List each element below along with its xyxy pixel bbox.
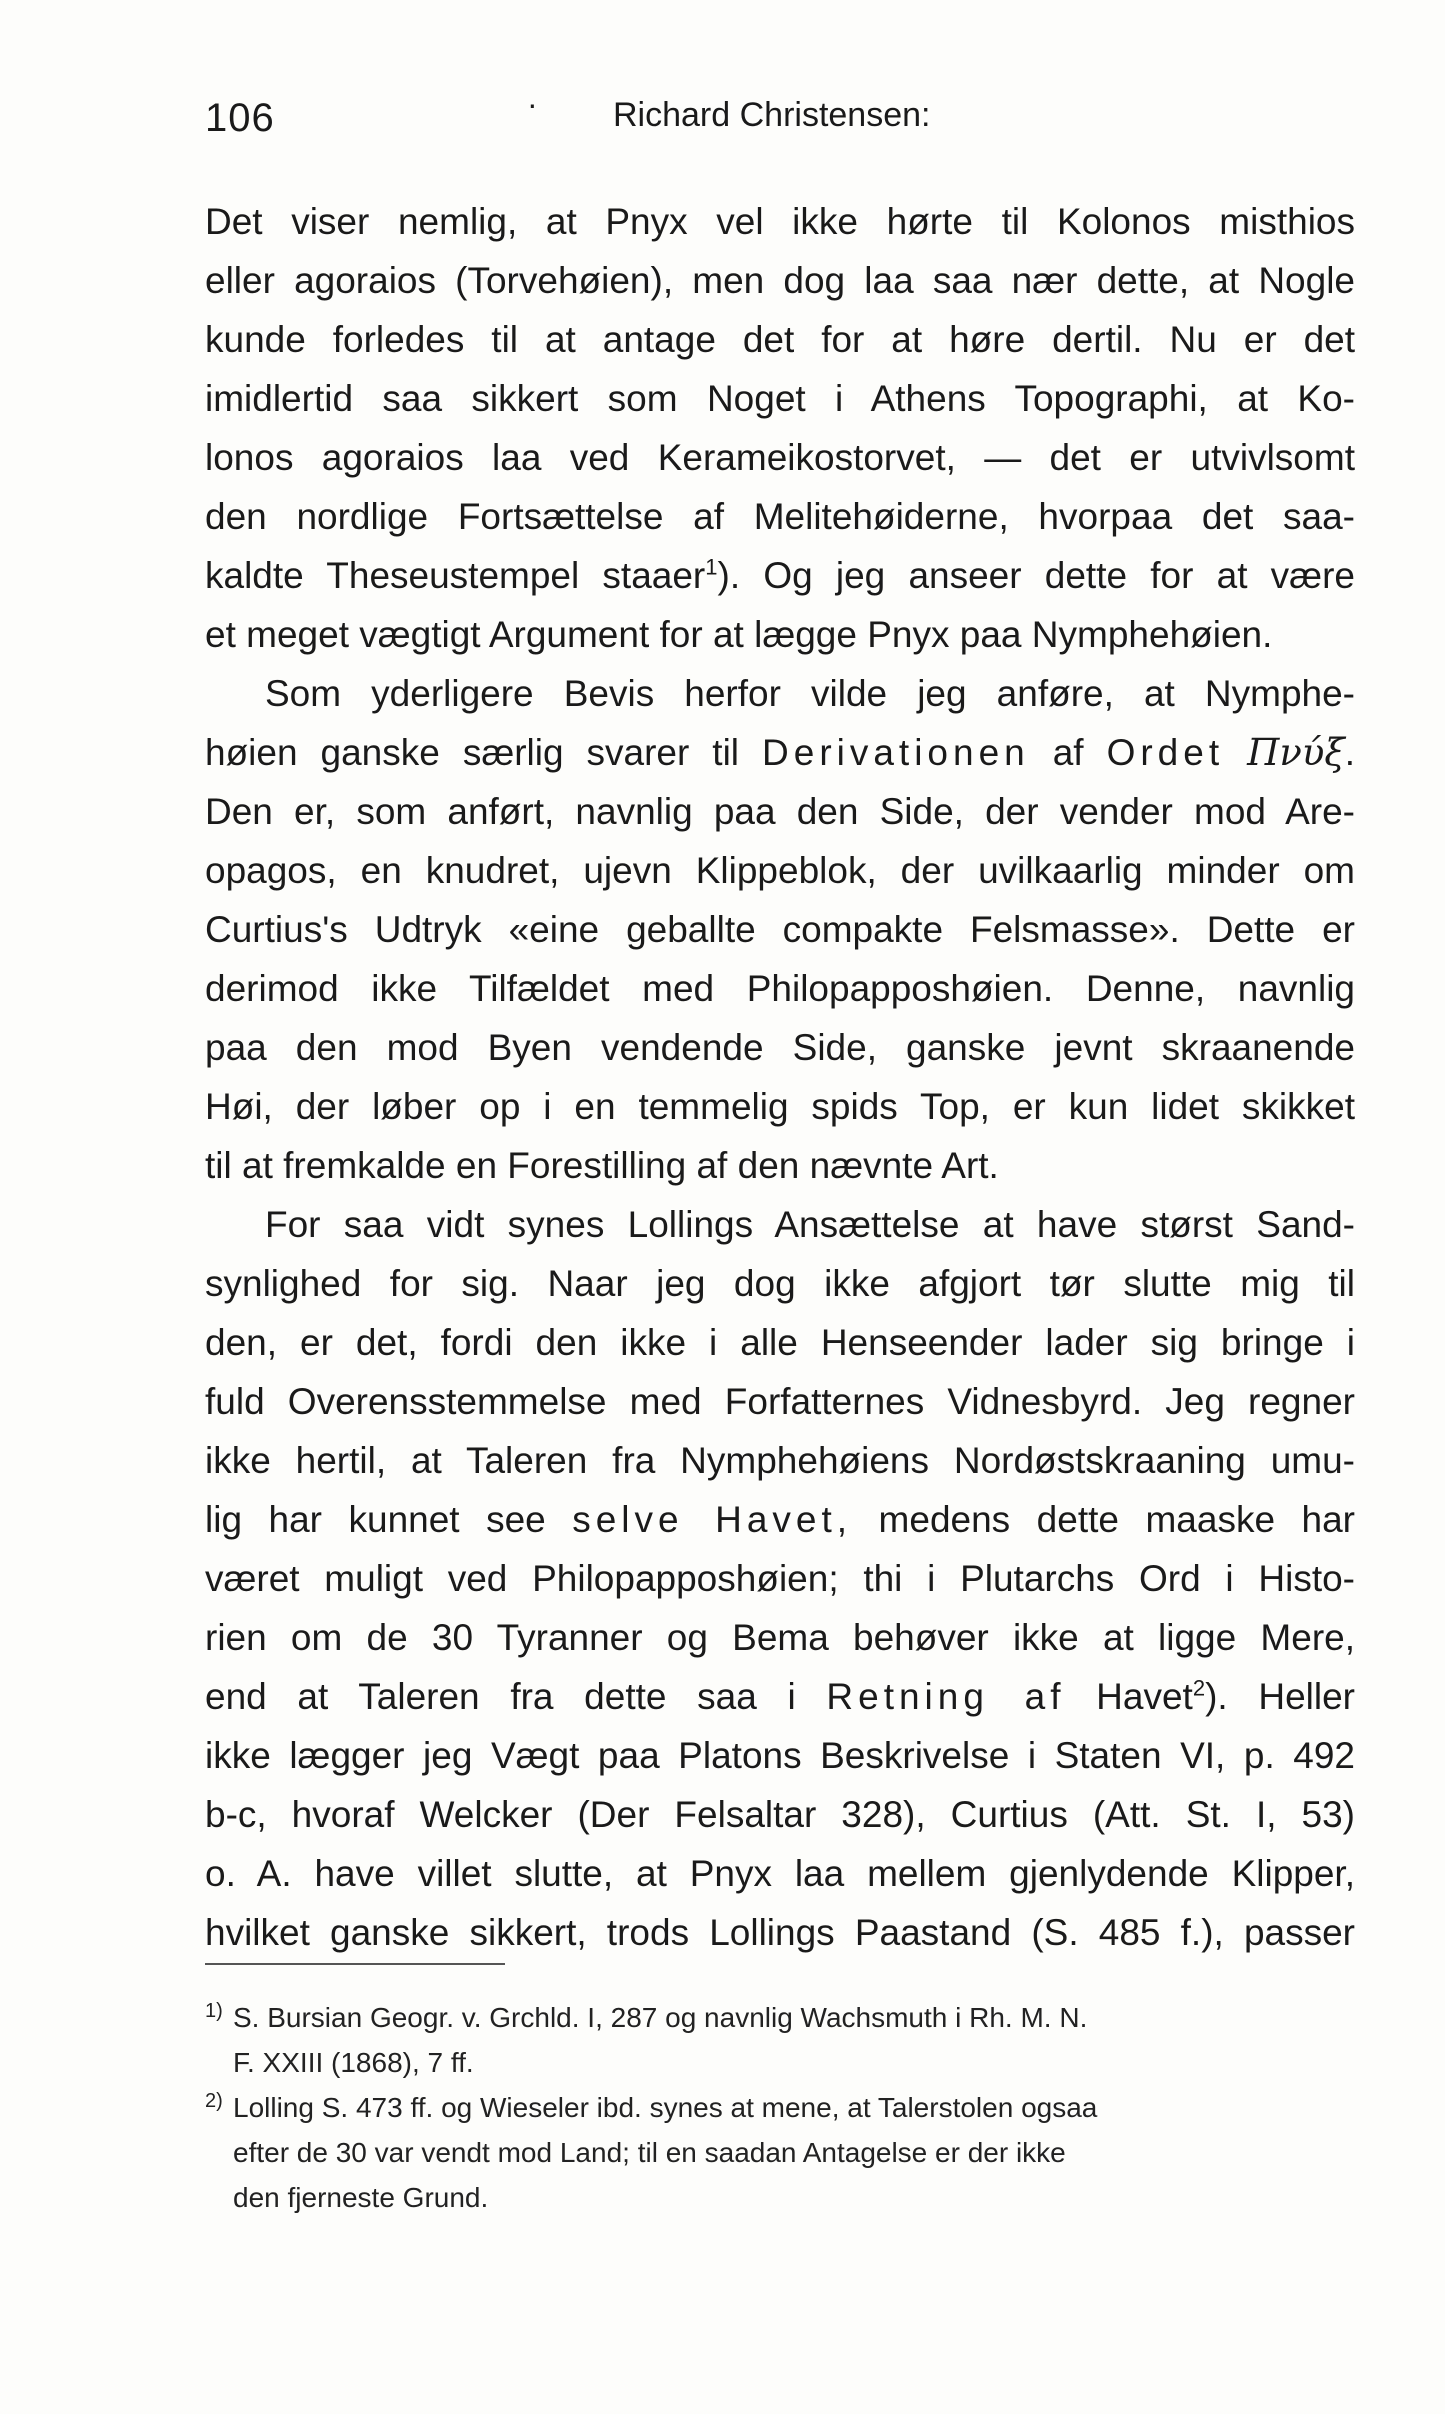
text-segment: ). Heller bbox=[1205, 1676, 1355, 1717]
text-line: For saa vidt synes Lollings Ansættelse at have størst Sand- bbox=[265, 1204, 1355, 1245]
spaced-text: Retning af bbox=[826, 1676, 1066, 1717]
text-segment: medens dette maaske har bbox=[878, 1499, 1355, 1540]
footnote-line: F. XXIII (1868), 7 ff. bbox=[233, 2047, 474, 2078]
spaced-text: Derivationen bbox=[762, 732, 1030, 773]
text-line: eller agoraios (Torvehøien), men dog laa saa nær dette, at Nogle bbox=[205, 260, 1355, 301]
text-segment: høien ganske særlig svarer til bbox=[205, 732, 740, 773]
running-head: Richard Christensen: bbox=[613, 96, 931, 134]
text-line: ikke hertil, at Taleren fra Nymphehøiens Nordøstskraaning umu- bbox=[205, 1440, 1355, 1481]
text-line: fuld Overensstemmelse med Forfatternes Vidnesbyrd. Jeg regner bbox=[205, 1381, 1355, 1422]
text-line: Det viser nemlig, at Pnyx vel ikke hørte til Kolonos misthios bbox=[205, 201, 1355, 242]
text-line: Som yderligere Bevis herfor vilde jeg anføre, at Nymphe- bbox=[265, 673, 1355, 714]
text-line: til at fremkalde en Forestilling af den nævnte Art. bbox=[205, 1145, 999, 1186]
text-line: lonos agoraios laa ved Kerameikostorvet, — det er utvivlsomt bbox=[205, 437, 1355, 478]
text-line bbox=[205, 1490, 1355, 1549]
text-line: den, er det, fordi den ikke i alle Henseender lader sig bringe i bbox=[205, 1322, 1355, 1363]
text-line: opagos, en knudret, ujevn Klippeblok, der uvilkaarlig minder om bbox=[205, 850, 1355, 891]
text-segment: ). Og jeg anseer dette for at være bbox=[717, 555, 1355, 596]
footnote-text: Lolling S. 473 ff. og Wieseler ibd. synes at mene, at Talerstolen ogsaa bbox=[233, 2092, 1098, 2123]
page-header bbox=[205, 86, 1355, 146]
footnote-text: S. Bursian Geogr. v. Grchld. I, 287 og navnlig Wachsmuth i Rh. M. N. bbox=[233, 2002, 1088, 2033]
text-line: rien om de 30 Tyranner og Bema behøver ikke at ligge Mere, bbox=[205, 1617, 1355, 1658]
text-segment: af bbox=[1052, 732, 1084, 773]
body-text bbox=[205, 192, 1355, 1962]
footnote-separator bbox=[205, 1963, 505, 1965]
text-line: kunde forledes til at antage det for at høre dertil. Nu er det bbox=[205, 319, 1355, 360]
text-line: Curtius's Udtryk «eine geballte compakte Felsmasse». Dette er bbox=[205, 909, 1355, 950]
text-segment: end at Taleren fra dette saa i bbox=[205, 1676, 796, 1717]
text-line: ikke lægger jeg Vægt paa Platons Beskrivelse i Staten VI, p. 492 bbox=[205, 1735, 1355, 1776]
text-segment: Havet bbox=[1096, 1676, 1193, 1717]
footnotes bbox=[205, 1995, 1355, 2220]
text-line: Den er, som anført, navnlig paa den Side, der vender mod Are- bbox=[205, 791, 1355, 832]
text-line bbox=[205, 1667, 1355, 1726]
text-line: et meget vægtigt Argument for at lægge Pnyx paa Nymphehøien. bbox=[205, 614, 1273, 655]
text-line: den nordlige Fortsættelse af Melitehøiderne, hvorpaa det saa- bbox=[205, 496, 1355, 537]
spaced-text: selve Havet, bbox=[572, 1499, 853, 1540]
footnote-line: den fjerneste Grund. bbox=[233, 2182, 489, 2213]
footnote-reference: 2 bbox=[1192, 1675, 1206, 1701]
footnote-reference: 1 bbox=[705, 554, 718, 580]
footnote-line: 2) Lolling S. 473 ff. og Wieseler ibd. synes at mene, at Talerstolen ogsaa bbox=[205, 2089, 1098, 2123]
header-dot: · bbox=[527, 86, 538, 122]
text-segment: kaldte Theseustempel staaer bbox=[205, 555, 706, 596]
text-segment: lig har kunnet see bbox=[205, 1499, 546, 1540]
text-line: derimod ikke Tilfældet med Philopapposhøien. Denne, navnlig bbox=[205, 968, 1355, 1009]
greek-word: Πνύξ bbox=[1247, 731, 1345, 774]
page-number: 106 bbox=[205, 96, 275, 140]
text-line: været muligt ved Philopapposhøien; thi i Plutarchs Ord i Histo- bbox=[205, 1558, 1355, 1599]
text-line bbox=[205, 546, 1355, 605]
footnote-line: 1) S. Bursian Geogr. v. Grchld. I, 287 og navnlig Wachsmuth i Rh. M. N. bbox=[205, 1999, 1088, 2033]
spaced-text: Ordet bbox=[1106, 732, 1225, 773]
text-line: Høi, der løber op i en temmelig spids Top, er kun lidet skikket bbox=[205, 1086, 1355, 1127]
text-line: paa den mod Byen vendende Side, ganske jevnt skraanende bbox=[205, 1027, 1355, 1068]
text-line: høien ganske særlig svarer til Derivationen af Ordet Πνύξ. bbox=[205, 731, 1356, 774]
text-line: imidlertid saa sikkert som Noget i Athens Topographi, at Ko- bbox=[205, 378, 1355, 419]
text-line: synlighed for sig. Naar jeg dog ikke afgjort tør slutte mig til bbox=[205, 1263, 1355, 1304]
text-line: b-c, hvoraf Welcker (Der Felsaltar 328), Curtius (Att. St. I, 53) bbox=[205, 1794, 1355, 1835]
text-line: hvilket ganske sikkert, trods Lollings Paastand (S. 485 f.), passer bbox=[205, 1912, 1355, 1953]
text-line: o. A. have villet slutte, at Pnyx laa mellem gjenlydende Klipper, bbox=[205, 1853, 1355, 1894]
footnote-line: efter de 30 var vendt mod Land; til en saadan Antagelse er der ikke bbox=[233, 2137, 1066, 2168]
